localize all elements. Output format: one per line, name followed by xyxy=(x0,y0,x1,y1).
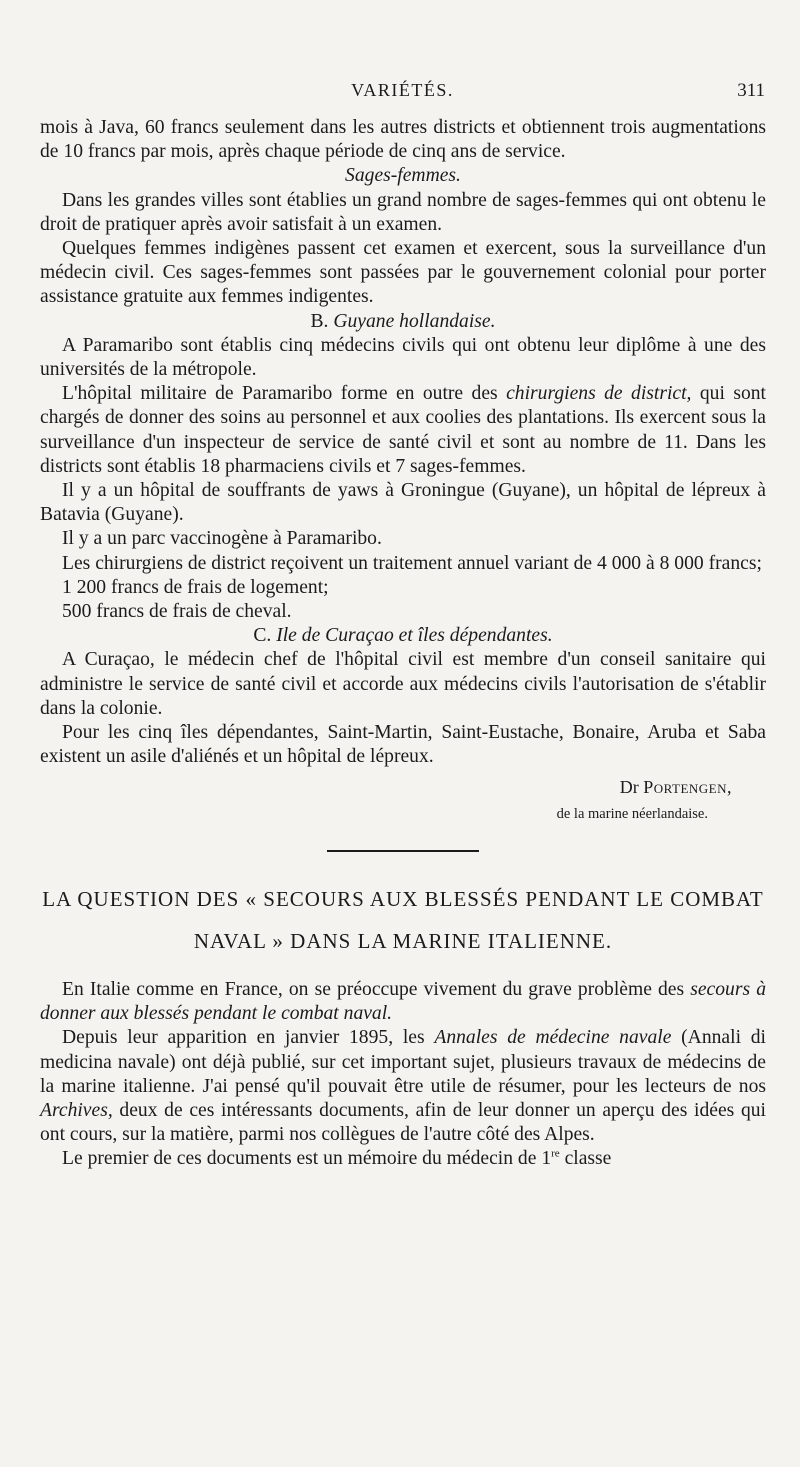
text-run: deux de ces intéressants documents, afin de leur donner un aperçu des idées qui ont cours, sur la matière, parmi nos collègues de l'autre côté des Alpes. xyxy=(40,1099,766,1146)
italic-journal-title: Annales de médecine navale xyxy=(434,1027,672,1049)
page-number: 311 xyxy=(737,80,765,101)
list-item: 1 200 francs de frais de logement; xyxy=(62,576,329,598)
paragraph: Dans les grandes villes sont établies un grand nombre de sages-femmes qui ont obtenu le droit de pratiquer après avoir satisfait à un examen. xyxy=(40,189,766,235)
body-text xyxy=(40,116,766,1172)
paragraph xyxy=(40,1026,766,1147)
text-run: Le premier de ces documents est un mémoire du médecin de 1 xyxy=(62,1148,552,1170)
text-run: (Annali di medicina navale) ont déjà publié, sur cet important sujet, plusieurs travaux de médecins de la marine italienne. J'ai pensé qu'il pouvait être utile de résumer, pour les lecteurs de nos xyxy=(40,1027,766,1097)
paragraph xyxy=(40,978,766,1026)
section-divider xyxy=(327,850,479,852)
italic-phrase: secours à donner aux blessés pendant le combat naval. xyxy=(40,978,766,1025)
paragraph: mois à Java, 60 francs seulement dans les autres districts et obtiennent trois augmentations de 10 francs par mois, après chaque période de cinq ans de service. xyxy=(40,117,766,163)
text-run: qui sont chargés de donner des soins au personnel et aux coolies des plantations. Ils exercent sous la surveillance d'un inspecteur de service de santé civil et sont au nombre de 11. Dans les districts sont établis 18 pharmaciens civils et 7 sages-femmes. xyxy=(40,383,766,477)
text-run: L'hôpital militaire de Paramaribo forme en outre des xyxy=(62,383,498,405)
superscript: re xyxy=(551,1147,560,1160)
section-heading-c xyxy=(40,624,766,648)
author-name: Portengen, xyxy=(643,777,732,798)
signature xyxy=(40,775,732,799)
text-run: En Italie comme en France, on se préoccupe vivement du grave problème des xyxy=(62,978,685,1000)
section-letter: B. xyxy=(310,310,329,332)
list-item: 500 francs de frais de cheval. xyxy=(62,601,292,623)
author-affiliation: de la marine néerlandaise. xyxy=(556,805,708,822)
running-title: VARIÉTÉS. xyxy=(351,80,454,100)
paragraph: Quelques femmes indigènes passent cet examen et exercent, sous la surveillance d'un médecin civil. Ces sages-femmes sont passées par le gouvernement colonial pour porter assistance gratuite aux femmes indigentes. xyxy=(40,238,766,308)
section-title: Guyane hollandaise. xyxy=(333,310,496,332)
article-title: LA QUESTION DES « SECOURS AUX BLESSÉS PENDANT LE COMBAT NAVAL » DANS LA MARINE ITALIENNE. xyxy=(42,886,764,953)
text-run: Depuis leur apparition en janvier 1895, les xyxy=(62,1027,425,1049)
text-run: classe xyxy=(564,1148,612,1170)
italic-journal-title: Archives, xyxy=(40,1099,113,1121)
paragraph: Il y a un parc vaccinogène à Paramaribo. xyxy=(62,528,382,550)
paragraph xyxy=(40,382,766,479)
paragraph: A Paramaribo sont établis cinq médecins civils qui ont obtenu leur diplôme à une des universités de la métropole. xyxy=(40,334,766,381)
signature-title: Dr xyxy=(619,777,639,798)
section-title: Ile de Curaçao et îles dépendantes. xyxy=(276,625,553,647)
allowance-list xyxy=(40,576,766,624)
page-header xyxy=(40,80,765,106)
paragraph: Il y a un hôpital de souffrants de yaws à Groningue (Guyane), un hôpital de lépreux à Batavia (Guyane). xyxy=(40,480,766,526)
paragraph xyxy=(40,1147,766,1171)
paragraph: Pour les cinq îles dépendantes, Saint-Martin, Saint-Eustache, Bonaire, Aruba et Saba existent un asile d'aliénés et un hôpital de lépreux. xyxy=(40,722,766,768)
italic-term: chirurgiens de district, xyxy=(506,383,692,405)
section-letter: C. xyxy=(253,625,272,647)
subheading-sages-femmes: Sages-femmes. xyxy=(345,165,461,187)
paragraph: Les chirurgiens de district reçoivent un traitement annuel variant de 4 000 à 8 000 francs; xyxy=(62,552,762,574)
paragraph: A Curaçao, le médecin chef de l'hôpital civil est membre d'un conseil sanitaire qui administre le service de santé civil et accorde aux médecins civils l'autorisation de s'établir dans la colonie. xyxy=(40,649,766,719)
section-heading-b xyxy=(40,310,766,334)
